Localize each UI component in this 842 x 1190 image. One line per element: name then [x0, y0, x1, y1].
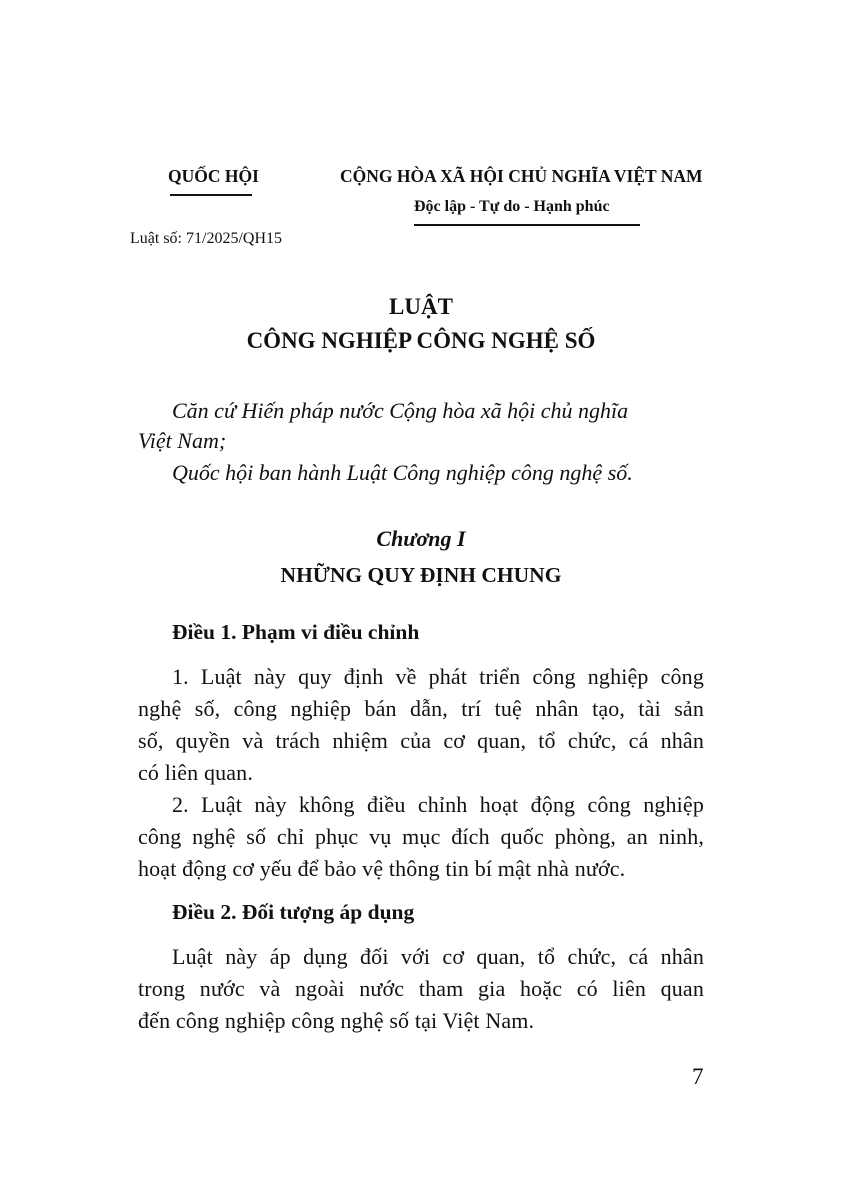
law-title-label: LUẬT [389, 294, 453, 319]
preamble-line: Căn cứ Hiến pháp nước Cộng hòa xã hội chủ nghĩa [172, 398, 629, 423]
issuer-name: QUỐC HỘI [168, 166, 259, 186]
chapter-title: NHỮNG QUY ĐỊNH CHUNG [280, 563, 562, 587]
national-motto: Độc lập - Tự do - Hạnh phúc [414, 198, 610, 215]
article-text-line: trong nước và ngoài nước tham gia hoặc có liên quan [138, 976, 704, 1001]
chapter-label: Chương I [376, 526, 466, 551]
preamble-line: Quốc hội ban hành Luật Công nghiệp công nghệ số. [172, 460, 633, 485]
article-text-line: công nghệ số chỉ phục vụ mục đích quốc phòng, an ninh, [138, 824, 704, 849]
article-text-line: nghệ số, công nghiệp bán dẫn, trí tuệ nhân tạo, tài sản [138, 696, 704, 721]
law-title: CÔNG NGHIỆP CÔNG NGHỆ SỐ [246, 328, 596, 353]
article-text-line: Luật này áp dụng đối với cơ quan, tổ chức, cá nhân [172, 944, 704, 969]
article-heading: Điều 2. Đối tượng áp dụng [172, 900, 415, 924]
article-text-line: hoạt động cơ yếu để bảo vệ thông tin bí mật nhà nước. [138, 856, 626, 881]
article-text-line: đến công nghiệp công nghệ số tại Việt Nam. [138, 1008, 535, 1033]
article-text-line: số, quyền và trách nhiệm của cơ quan, tổ chức, cá nhân [138, 728, 704, 753]
law-number: Luật số: 71/2025/QH15 [130, 230, 282, 247]
article-text-line: có liên quan. [138, 760, 253, 785]
page-number: 7 [692, 1064, 704, 1089]
preamble-line: Việt Nam; [138, 428, 227, 453]
issuer-underline [170, 194, 252, 196]
article-heading: Điều 1. Phạm vi điều chỉnh [172, 620, 420, 644]
nation-name: CỘNG HÒA XÃ HỘI CHỦ NGHĨA VIỆT NAM [340, 166, 703, 186]
article-text-line: 2. Luật này không điều chỉnh hoạt động công nghiệp [172, 792, 704, 817]
article-text-line: 1. Luật này quy định về phát triển công nghiệp công [172, 664, 704, 689]
motto-underline [414, 224, 640, 226]
